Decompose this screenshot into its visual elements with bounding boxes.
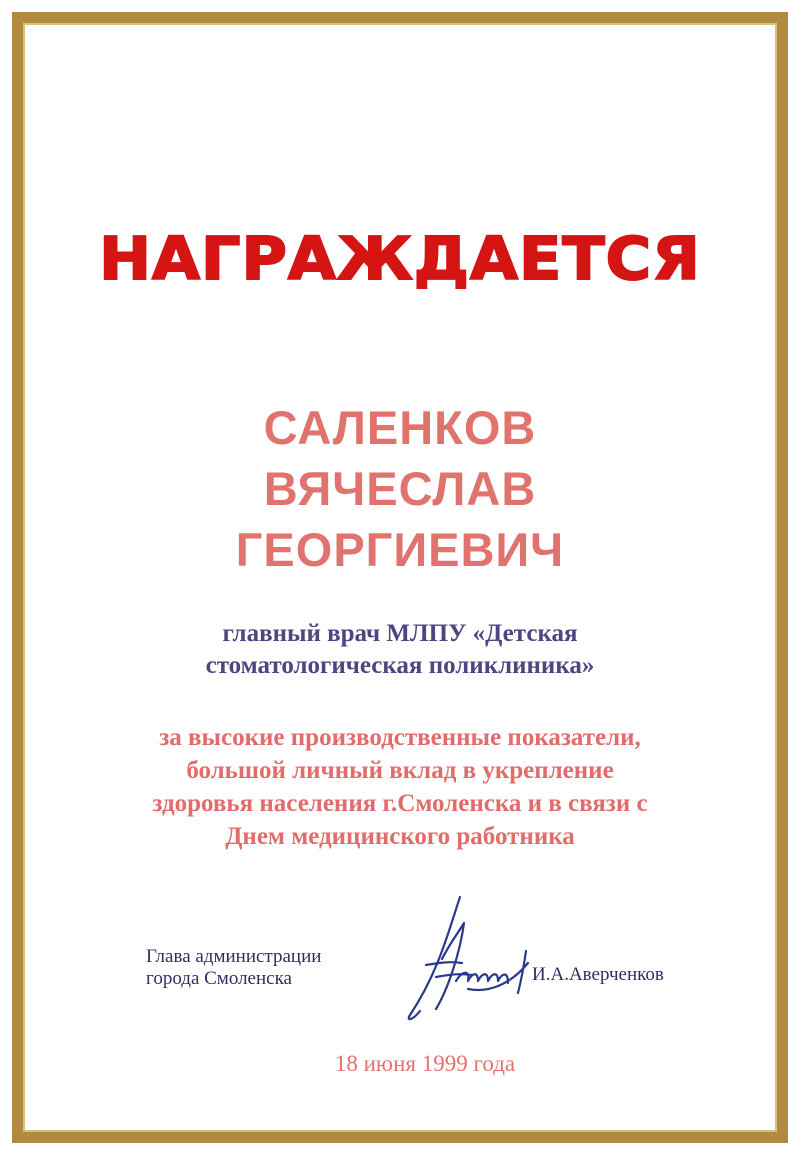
- reason-line-1: за высокие производственные показатели,: [159, 724, 641, 751]
- recipient-position: [0, 618, 800, 682]
- signatory-title-line-1: Глава администрации: [146, 946, 322, 967]
- certificate-heading: НАГРАЖДАЕТСЯ: [99, 223, 701, 294]
- handwritten-signature: [398, 893, 548, 1025]
- reason-line-4: Днем медицинского работника: [225, 823, 575, 850]
- recipient-surname: САЛЕНКОВ: [263, 401, 537, 454]
- signatory-title: [146, 946, 321, 990]
- reason-line-3: здоровья населения г.Смоленска и в связи с: [152, 790, 648, 817]
- position-line-2: стоматологическая поликлиника»: [205, 652, 595, 679]
- recipient-first-name: ВЯЧЕСЛАВ: [263, 462, 537, 515]
- position-line-1: главный врач МЛПУ «Детская: [222, 620, 578, 647]
- signatory-name: И.А.Аверченков: [532, 964, 664, 985]
- award-date: 18 июня 1999 года: [334, 1051, 516, 1076]
- reason-line-2: большой личный вклад в укрепление: [186, 757, 614, 784]
- award-reason: [0, 721, 800, 853]
- signatory-title-line-2: города Смоленска: [146, 968, 292, 989]
- recipient-patronymic: ГЕОРГИЕВИЧ: [235, 523, 565, 576]
